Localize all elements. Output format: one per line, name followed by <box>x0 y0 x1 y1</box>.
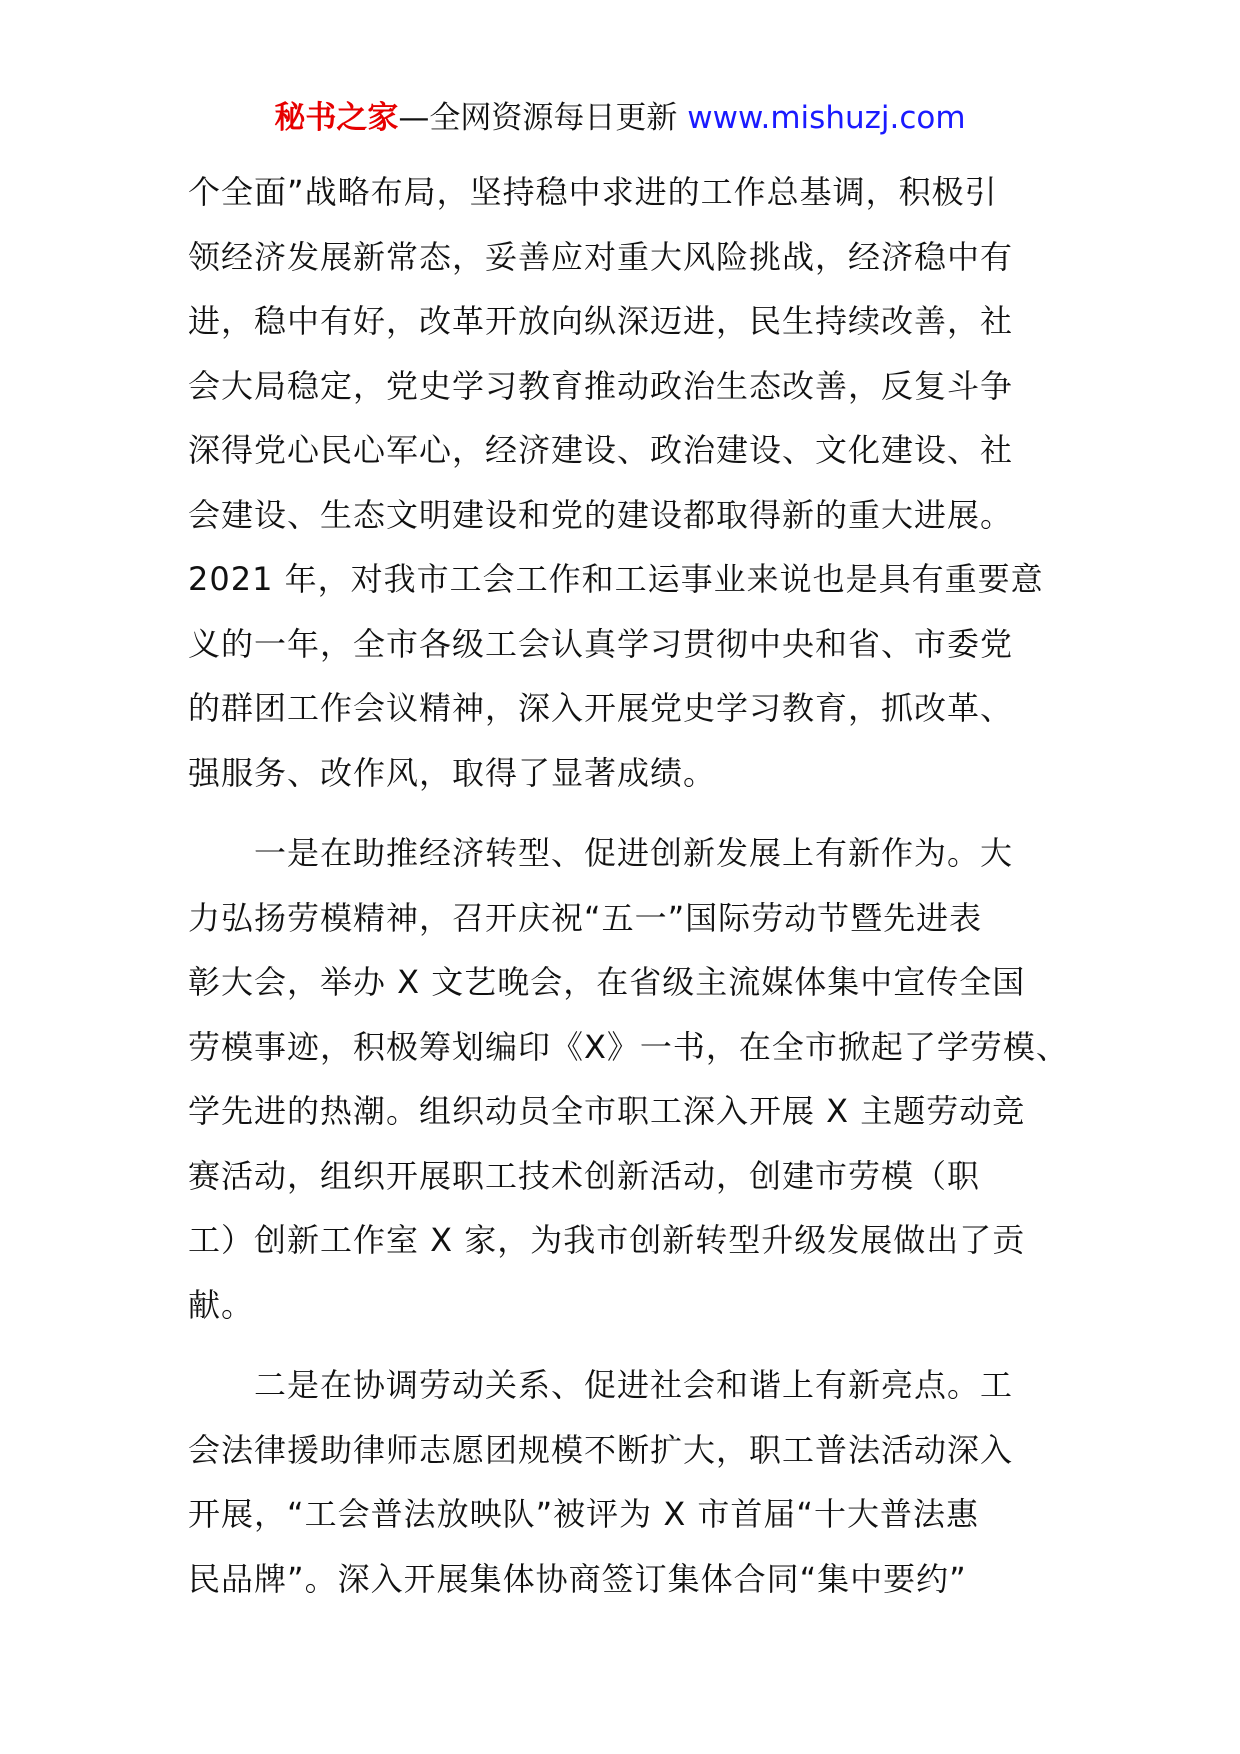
text-line: 会建设、生态文明建设和党的建设都取得新的重大进展。 <box>188 495 1014 534</box>
site-url-link[interactable]: www.mishuzj.com <box>687 100 966 136</box>
text-line: 学先进的热潮。组织动员全市职工深入开展 X 主题劳动竞 <box>188 1092 1026 1130</box>
text-line: 一是在助推经济转型、促进创新发展上有新作为。大 <box>254 834 1014 872</box>
text-line: 彰大会，举办 X 文艺晚会，在省级主流媒体集中宣传全国 <box>188 963 1026 1001</box>
text-line: 个全面”战略布局，坚持稳中求进的工作总基调，积极引 <box>188 173 998 211</box>
text-line: 开展，“工会普法放映队”被评为 X 市首届“十大普法惠 <box>188 1495 980 1533</box>
text-line: 会法律援助律师志愿团规模不断扩大，职工普法活动深入 <box>188 1430 1014 1469</box>
site-tagline: —全网资源每日更新 <box>398 100 678 136</box>
text-line: 民品牌”。深入开展集体协商签订集体合同“集中要约” <box>188 1559 967 1598</box>
text-line: 的群团工作会议精神，深入开展党史学习教育，抓改革、 <box>188 689 1014 727</box>
site-brand: 秘书之家 <box>274 100 399 136</box>
text-line: 献。 <box>188 1285 255 1324</box>
paragraph-3 <box>188 1353 1068 1611</box>
text-line: 工）创新工作室 X 家，为我市创新转型升级发展做出了贡 <box>188 1221 1026 1259</box>
text-line: 义的一年，全市各级工会认真学习贯彻中央和省、市委党 <box>188 624 1014 663</box>
text-line: 二是在协调劳动关系、促进社会和谐上有新亮点。工 <box>254 1366 1014 1404</box>
text-line: 领经济发展新常态，妥善应对重大风险挑战，经济稳中有 <box>188 237 1014 276</box>
text-line: 赛活动，组织开展职工技术创新活动，创建市劳模（职 <box>188 1156 981 1195</box>
text-line: 会大局稳定，党史学习教育推动政治生态改善，反复斗争 <box>188 366 1014 405</box>
text-line: 力弘扬劳模精神，召开庆祝“五一”国际劳动节暨先进表 <box>188 898 983 937</box>
text-line: 强服务、改作风，取得了显著成绩。 <box>188 753 717 792</box>
document-body <box>188 160 1068 1611</box>
text-line: 劳模事迹，积极筹划编印《X》一书，在全市掀起了学劳模、 <box>188 1027 1069 1066</box>
text-line: 深得党心民心军心，经济建设、政治建设、文化建设、社 <box>188 431 1014 469</box>
text-line: 2021 年，对我市工会工作和工运事业来说也是具有重要意 <box>188 560 1044 598</box>
site-header <box>0 98 1240 138</box>
paragraph-2 <box>188 821 1068 1337</box>
paragraph-1 <box>188 160 1068 805</box>
text-line: 进，稳中有好，改革开放向纵深迈进，民生持续改善，社 <box>188 302 1014 340</box>
